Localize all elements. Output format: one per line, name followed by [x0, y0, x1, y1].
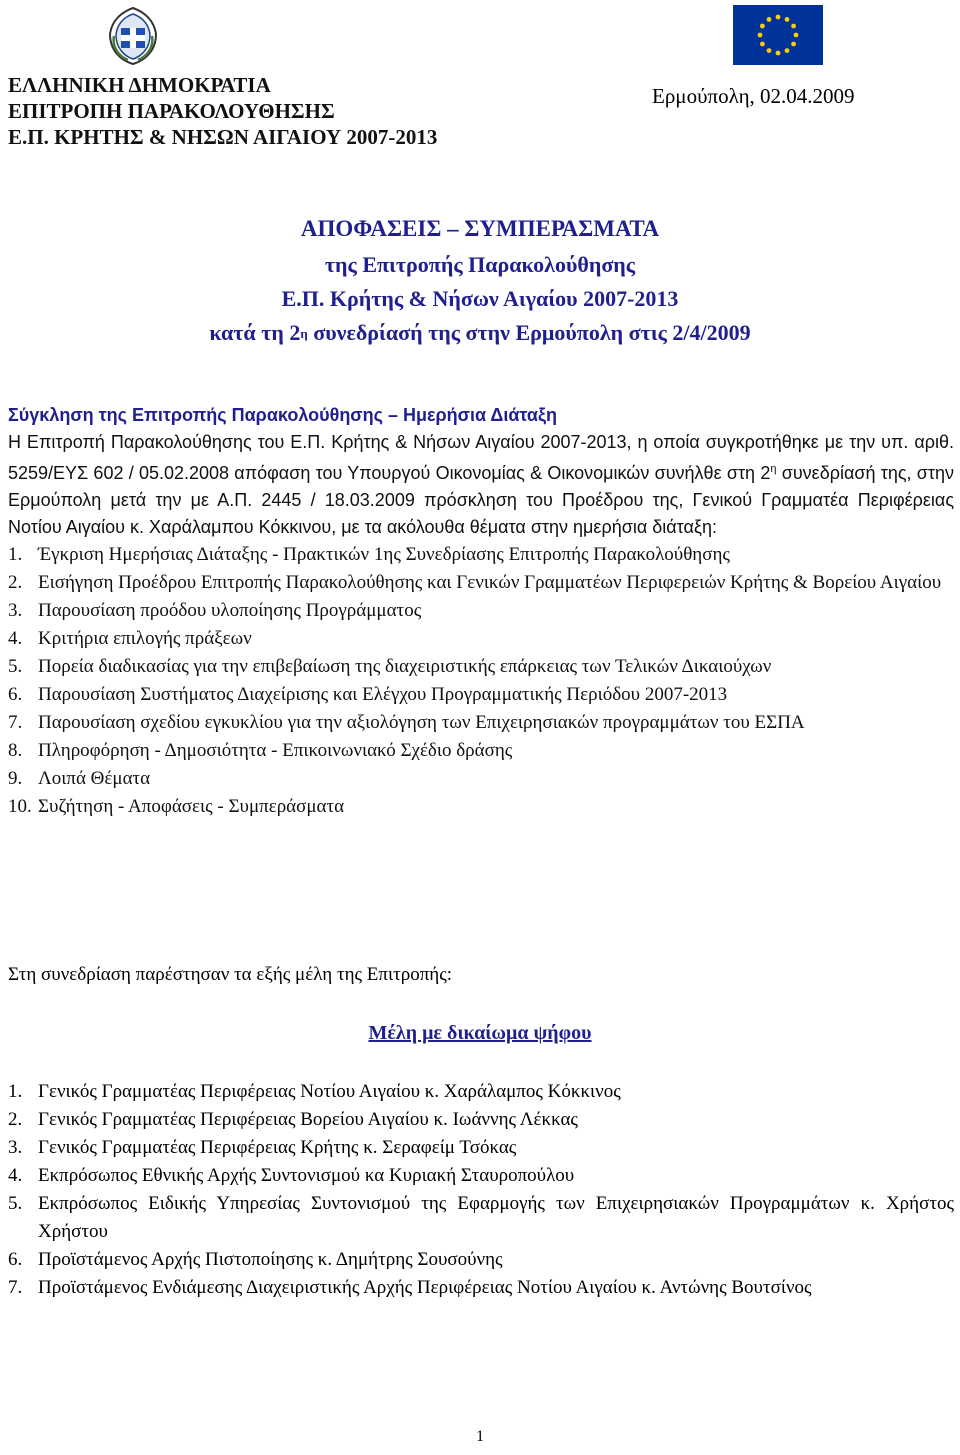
item-text: Έγκριση Ημερήσιας Διάταξης - Πρακτικών 1ης Συνεδρίασης Επιτροπής Παρακολούθησης: [38, 544, 730, 565]
item-number: 1.: [8, 544, 23, 565]
item-number: 7.: [8, 1277, 23, 1298]
item-number: 8.: [8, 740, 23, 761]
member-item: [8, 1162, 954, 1190]
member-item: [8, 1078, 954, 1106]
member-item: [8, 1134, 954, 1162]
item-text: Πληροφόρηση - Δημοσιότητα - Επικοινωνιακό Σχέδιο δράσης: [38, 740, 513, 761]
item-text: Παρουσίαση προόδου υλοποίησης Προγράμματος: [38, 600, 422, 621]
agenda-item: [8, 681, 954, 709]
issuing-organization: [8, 72, 437, 150]
agenda-item: [8, 653, 954, 681]
item-number: 6.: [8, 1249, 23, 1270]
members-list: [8, 1078, 954, 1302]
greek-emblem-icon: [104, 6, 162, 66]
item-text: Προϊστάμενος Ενδιάμεσης Διαχειριστικής Αρχής Περιφέρειας Νοτίου Αιγαίου κ. Αντώνης Βουτσίνος: [38, 1277, 812, 1298]
item-text: Λοιπά Θέματα: [38, 768, 151, 789]
member-item: [8, 1106, 954, 1134]
agenda-item: [8, 541, 954, 569]
item-text: Συζήτηση - Αποφάσεις - Συμπεράσματα: [38, 796, 345, 817]
item-text: Προϊστάμενος Αρχής Πιστοποίησης κ. Δημήτρης Σουσούνης: [38, 1249, 503, 1270]
place-date: Ερμούπολη, 02.04.2009: [652, 84, 855, 108]
item-text: Γενικός Γραμματέας Περιφέρειας Νοτίου Αιγαίου κ. Χαράλαμπος Κόκκινος: [38, 1081, 621, 1102]
org-line: ΕΠΙΤΡΟΠΗ ΠΑΡΑΚΟΛΟΥΘΗΣΗΣ: [8, 99, 335, 123]
intro-paragraph: [8, 429, 954, 541]
item-number: 1.: [8, 1081, 23, 1102]
item-number: 5.: [8, 1193, 23, 1214]
document-body: [8, 402, 954, 821]
item-number: 5.: [8, 656, 23, 677]
item-text: Κριτήρια επιλογής πράξεων: [38, 628, 252, 649]
agenda-item: [8, 737, 954, 765]
item-text: Πορεία διαδικασίας για την επιβεβαίωση της διαχειριστικής επάρκειας των Τελικών Δικαιούχων: [38, 656, 772, 677]
item-text: Εκπρόσωπος Εθνικής Αρχής Συντονισμού κα Κυριακή Σταυροπούλου: [38, 1165, 575, 1186]
members-heading: Μέλη με δικαίωμα ψήφου: [368, 1022, 592, 1044]
item-text: Παρουσίαση Συστήματος Διαχείρισης και Ελέγχου Προγραμματικής Περιόδου 2007-2013: [38, 684, 728, 705]
paragraph-text: Η Επιτροπή Παρακολούθησης του Ε.Π. Κρήτης & Νήσων Αιγαίου 2007-2013, η οποία συγκροτήθηκε με την υπ. αριθ. 5259/ΕΥΣ 602 / 05.02.2008 απόφαση του Υπουργού Οικονομίας & Οικονομικών συνήλθε στη 2: [8, 432, 954, 483]
item-number: 6.: [8, 684, 23, 705]
item-number: 4.: [8, 628, 23, 649]
title-line: [0, 320, 960, 346]
item-number: 4.: [8, 1165, 23, 1186]
ordinal-sup: η: [300, 326, 308, 341]
agenda-item: [8, 569, 954, 597]
org-line: ΕΛΛΗΝΙΚΗ ΔΗΜΟΚΡΑΤΙΑ: [8, 73, 271, 97]
member-item: [8, 1246, 954, 1274]
agenda-item: [8, 597, 954, 625]
item-number: 2.: [8, 572, 23, 593]
item-number: 9.: [8, 768, 23, 789]
member-item: [8, 1274, 954, 1302]
document-title: ΑΠΟΦΑΣΕΙΣ – ΣΥΜΠΕΡΑΣΜΑΤΑ: [300, 216, 660, 241]
agenda-item: [8, 625, 954, 653]
paragraph-text: συνεδρίασή της, στην Ερμούπολη μετά την με Α.Π. 2445 / 18.03.2009 πρόσκληση του Προέδρου της, Γενικού Γραμματέα Περιφέρειας Νοτίου Αιγαίου κ. Χαράλαμπου Κόκκινου, με τα ακόλουθα θέματα στην ημερήσια διάταξη:: [8, 463, 955, 537]
title-line: της Επιτροπής Παρακολούθησης: [324, 252, 636, 277]
item-text: Εκπρόσωπος Ειδικής Υπηρεσίας Συντονισμού της Εφαρμογής των Επιχειρησιακών Προγραμμάτων κ. Χρήστος Χρήστου: [38, 1193, 954, 1242]
title-text: συνεδρίασή της στην Ερμούπολη στις 2/4/2009: [307, 320, 751, 345]
agenda-item: [8, 793, 954, 821]
page-number: 1: [476, 1428, 484, 1445]
agenda-item: [8, 765, 954, 793]
attendance-statement: Στη συνεδρίαση παρέστησαν τα εξής μέλη της Επιτροπής:: [8, 964, 453, 985]
section-heading: Σύγκληση της Επιτροπής Παρακολούθησης – Ημερήσια Διάταξη: [8, 405, 557, 425]
agenda-item: [8, 709, 954, 737]
title-line: Ε.Π. Κρήτης & Νήσων Αιγαίου 2007-2013: [281, 286, 679, 311]
item-text: Γενικός Γραμματέας Περιφέρειας Κρήτης κ. Σεραφείμ Τσόκας: [38, 1137, 517, 1158]
agenda-list: [8, 541, 954, 821]
item-text: Παρουσίαση σχεδίου εγκυκλίου για την αξιολόγηση των Επιχειρησιακών προγραμμάτων του ΕΣΠΑ: [38, 712, 805, 733]
item-text: Εισήγηση Προέδρου Επιτροπής Παρακολούθησης και Γενικών Γραμματέων Περιφερειών Κρήτης & Βορείου Αιγαίου: [38, 572, 942, 593]
ordinal-sup: η: [770, 463, 777, 475]
item-number: 3.: [8, 1137, 23, 1158]
item-number: 2.: [8, 1109, 23, 1130]
item-number: 3.: [8, 600, 23, 621]
title-text: κατά τη 2: [209, 320, 301, 345]
item-text: Γενικός Γραμματέας Περιφέρειας Βορείου Αιγαίου κ. Ιωάννης Λέκκας: [38, 1109, 578, 1130]
member-item: [8, 1190, 954, 1246]
item-number: 10.: [8, 796, 32, 817]
item-number: 7.: [8, 712, 23, 733]
org-line: Ε.Π. ΚΡΗΤΗΣ & ΝΗΣΩΝ ΑΙΓΑΙΟΥ 2007-2013: [8, 125, 438, 149]
eu-flag-icon: [733, 5, 823, 65]
